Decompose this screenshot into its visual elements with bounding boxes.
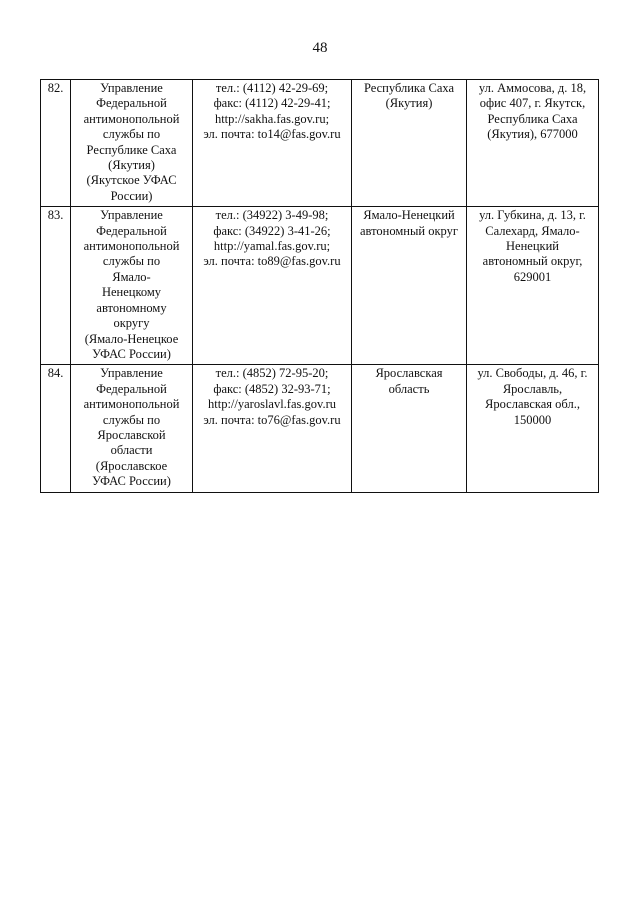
office-name-line: (Ямало-Ненецкое [84,331,179,346]
region-line: Ярославская [375,366,443,381]
address-line: 150000 [513,412,552,427]
address-cell [467,365,599,492]
office-name-line: области [110,443,153,458]
address-line: Ярославская обл., [485,397,580,412]
contact-line: http://sakha.fas.gov.ru; [214,111,330,126]
table-row [41,365,599,492]
contacts-cell [193,80,352,207]
office-name-line: Управление [100,81,163,95]
office-name-line: Управление [100,208,163,223]
address-line: автономный округ, [482,254,583,269]
office-name-line: службы по [102,254,161,269]
office-name-line: антимонопольной [83,111,180,126]
office-name-line: округу [113,316,150,331]
contact-line: http://yaroslavl.fas.gov.ru [208,397,336,412]
office-name-line: антимонопольной [83,397,180,412]
address-line: офис 407, г. Якутск, [479,96,586,111]
office-name-line: (Якутское УФАС [86,173,177,188]
office-name-line: УФАС России) [92,346,171,361]
office-name-line: Ярославской [97,427,166,442]
office-name-line: антимонопольной [83,239,180,254]
fas-offices-table [40,79,599,493]
row-number: 83. [41,207,71,365]
address-line: Ненецкий [506,239,559,254]
office-name-line: Федеральной [96,96,167,111]
contact-line: факс: (34922) 3-41-26; [213,223,331,238]
office-name-line: (Якутия) [108,158,155,173]
office-name-line: Республике Саха [86,142,177,157]
contact-line: факс: (4112) 42-29-41; [213,96,331,111]
row-number: 84. [41,365,71,492]
region-line: автономный округ [360,223,458,238]
contact-line: тел.: (4852) 72-95-20; [215,366,329,381]
region-cell [352,80,467,207]
office-name-line: Федеральной [96,223,167,238]
region-line: Республика Саха [363,81,455,95]
table-row [41,80,599,207]
table-row [41,207,599,365]
office-name-line: (Ярославское [95,458,168,473]
office-name-line: службы по [102,127,161,142]
contacts-cell [193,207,352,365]
contact-line: тел.: (34922) 3-49-98; [215,208,329,223]
region-cell [352,365,467,492]
page-number: 48 [312,40,328,56]
contacts-cell [193,365,352,492]
office-name-cell [71,365,193,492]
address-line: Ярославль, [502,381,563,396]
address-line: ул. Губкина, д. 13, г. [479,208,586,223]
address-cell [467,80,599,207]
address-line: (Якутия), 677000 [487,127,578,142]
region-cell [352,207,467,365]
office-name-line: Ямало- [112,269,151,284]
address-cell [467,207,599,365]
address-line: ул. Свободы, д. 46, г. [477,366,588,381]
contact-line: тел.: (4112) 42-29-69; [215,81,329,95]
office-name-line: УФАС России) [92,474,171,489]
office-name-line: России) [110,188,153,203]
address-line: Салехард, Ямало- [485,223,580,238]
address-line: Республика Саха [487,111,578,126]
office-name-line: службы по [102,412,161,427]
contact-line: факс: (4852) 32-93-71; [213,381,331,396]
office-name-line: Ненецкому [101,285,162,300]
contact-line: http://yamal.fas.gov.ru; [213,239,331,254]
office-name-cell [71,207,193,365]
office-name-line: Управление [100,366,163,381]
address-line: 629001 [513,269,552,284]
region-line: (Якутия) [385,96,433,111]
office-name-line: автономному [96,300,167,315]
row-number: 82. [41,80,71,207]
office-name-cell [71,80,193,207]
contact-line: эл. почта: to76@fas.gov.ru [203,412,341,427]
region-line: Ямало-Ненецкий [363,208,455,223]
contact-line: эл. почта: to14@fas.gov.ru [203,127,341,142]
office-name-line: Федеральной [96,381,167,396]
table-body [41,80,599,493]
region-line: область [388,381,430,396]
contact-line: эл. почта: to89@fas.gov.ru [203,254,341,269]
address-line: ул. Аммосова, д. 18, [478,81,587,95]
